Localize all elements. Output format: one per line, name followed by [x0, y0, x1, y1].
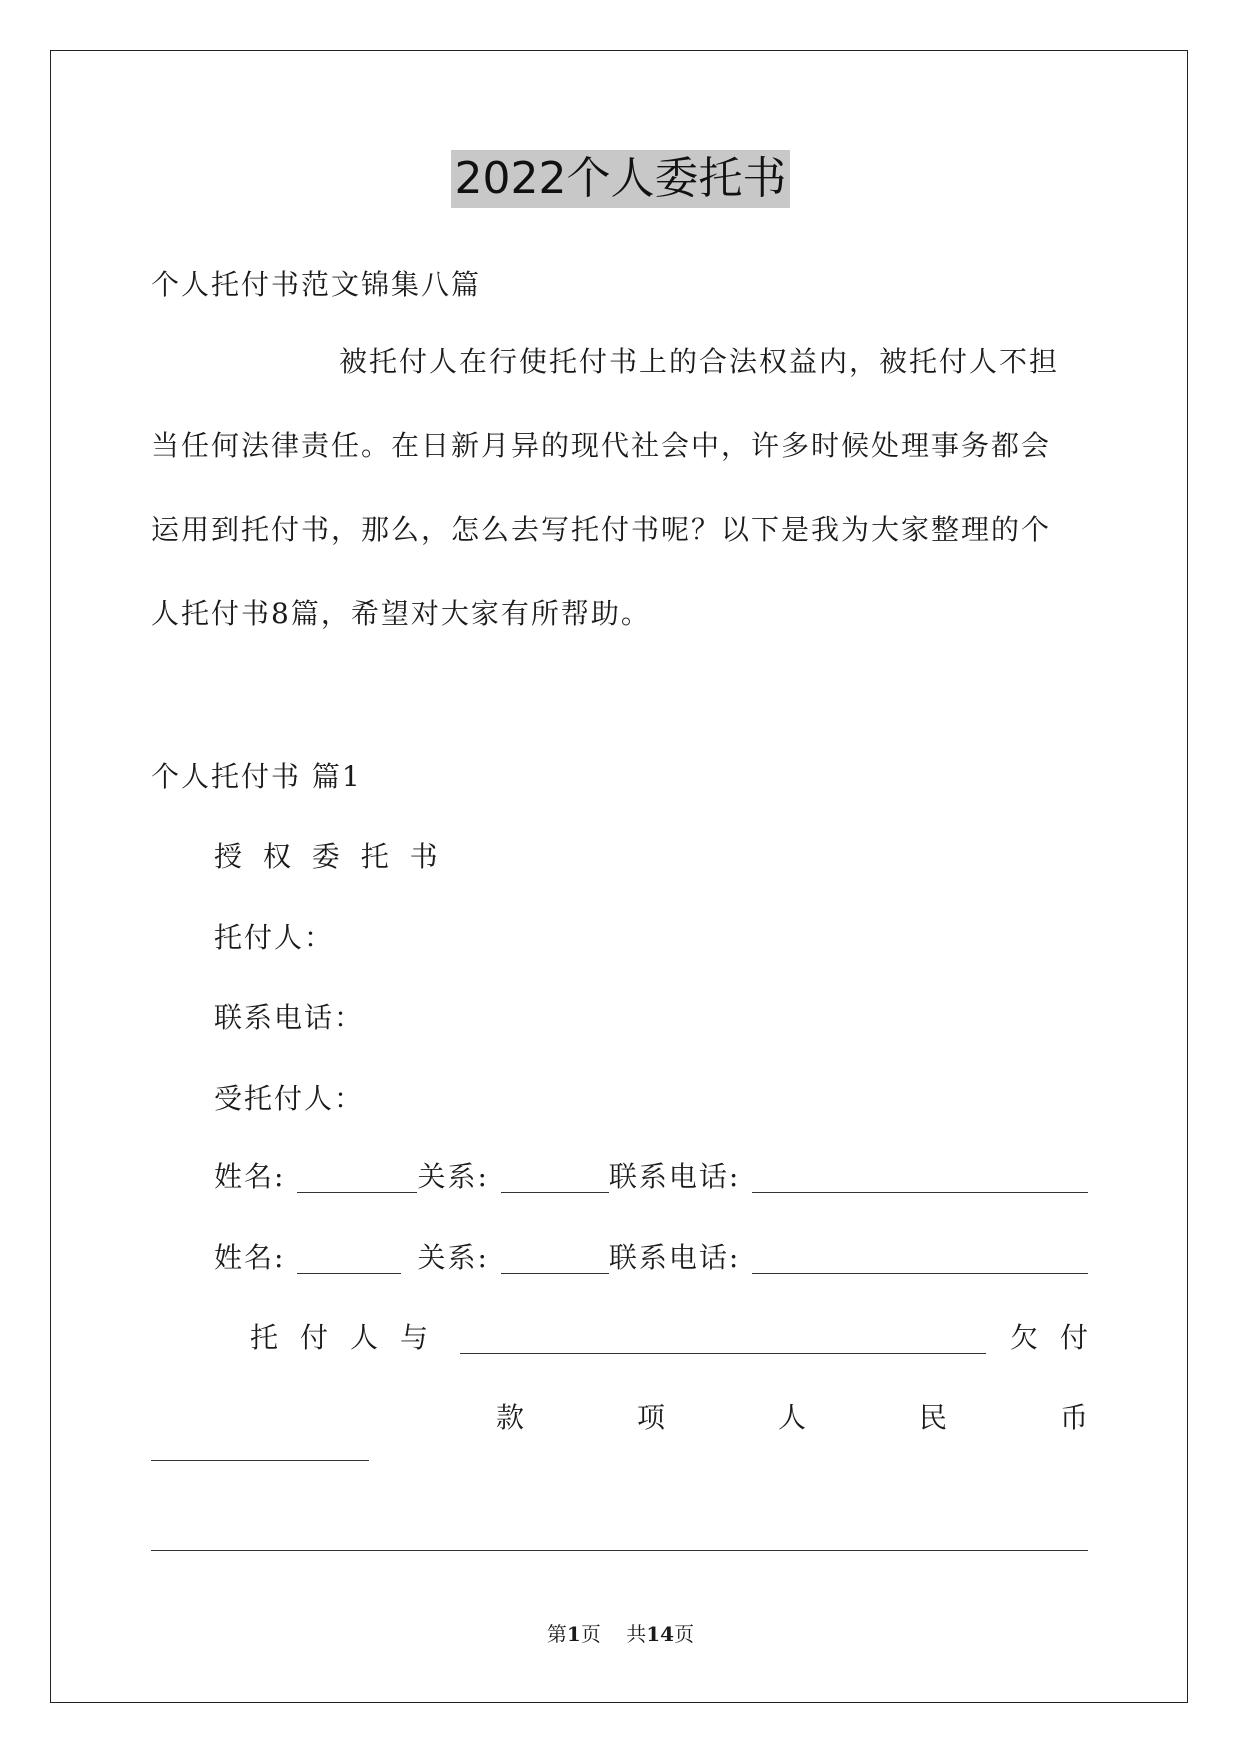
- amount-word: 币: [1059, 1401, 1088, 1434]
- amount-words: [496, 1398, 1088, 1438]
- agent-field-row: [214, 1157, 1088, 1197]
- debt-line: [250, 1318, 1110, 1358]
- relation-label: 关系:: [417, 1160, 489, 1193]
- amount-word: 民: [918, 1401, 947, 1434]
- name-label: 姓名:: [214, 1160, 286, 1193]
- page-number: 1: [566, 1622, 581, 1646]
- agent-field-row: [214, 1238, 1088, 1278]
- amount-word: 人: [777, 1401, 806, 1434]
- debt-line-end: 欠付: [1009, 1321, 1110, 1354]
- phone-label: 联系电话：: [214, 1001, 365, 1034]
- intro-line: 人托付书8篇，希望对大家有所帮助。: [151, 597, 651, 630]
- document-title: 2022个人委托书: [451, 150, 791, 208]
- amount-word: 款: [496, 1401, 525, 1434]
- letter-title: 授 权 委 托 书: [214, 840, 444, 873]
- amount-blank[interactable]: [151, 1430, 369, 1461]
- amount-word: 项: [636, 1401, 665, 1434]
- creditor-blank[interactable]: [460, 1323, 986, 1354]
- name-blank[interactable]: [297, 1243, 401, 1274]
- intro-paragraph: [151, 342, 1088, 678]
- relation-blank[interactable]: [501, 1162, 609, 1193]
- section-heading: 个人托付书 篇1: [151, 760, 362, 793]
- contact-phone-label: 联系电话:: [608, 1241, 741, 1274]
- debt-line-start: 托付人与: [250, 1321, 451, 1354]
- footer-mid: 页 共: [580, 1622, 647, 1646]
- name-label: 姓名:: [214, 1241, 286, 1274]
- page-footer: [0, 1618, 1241, 1647]
- contact-phone-blank[interactable]: [752, 1243, 1088, 1274]
- total-pages: 14: [646, 1622, 675, 1646]
- subtitle: 个人托付书范文锦集八篇: [151, 268, 482, 301]
- agent-label: 受托付人：: [214, 1082, 365, 1115]
- amount-full-blank[interactable]: [151, 1520, 1088, 1551]
- relation-blank[interactable]: [501, 1243, 609, 1274]
- principal-label: 托付人：: [214, 921, 335, 954]
- footer-prefix: 第: [546, 1622, 567, 1646]
- relation-label: 关系:: [417, 1241, 489, 1274]
- intro-line: 运用到托付书，那么，怎么去写托付书呢？以下是我为大家整理的个: [151, 513, 1052, 546]
- contact-phone-blank[interactable]: [752, 1162, 1088, 1193]
- name-blank[interactable]: [297, 1162, 417, 1193]
- contact-phone-label: 联系电话:: [608, 1160, 741, 1193]
- intro-line: 被托付人在行使托付书上的合法权益内，被托付人不担: [339, 345, 1060, 378]
- footer-suffix: 页: [674, 1622, 695, 1646]
- intro-line: 当任何法律责任。在日新月异的现代社会中，许多时候处理事务都会: [151, 429, 1052, 462]
